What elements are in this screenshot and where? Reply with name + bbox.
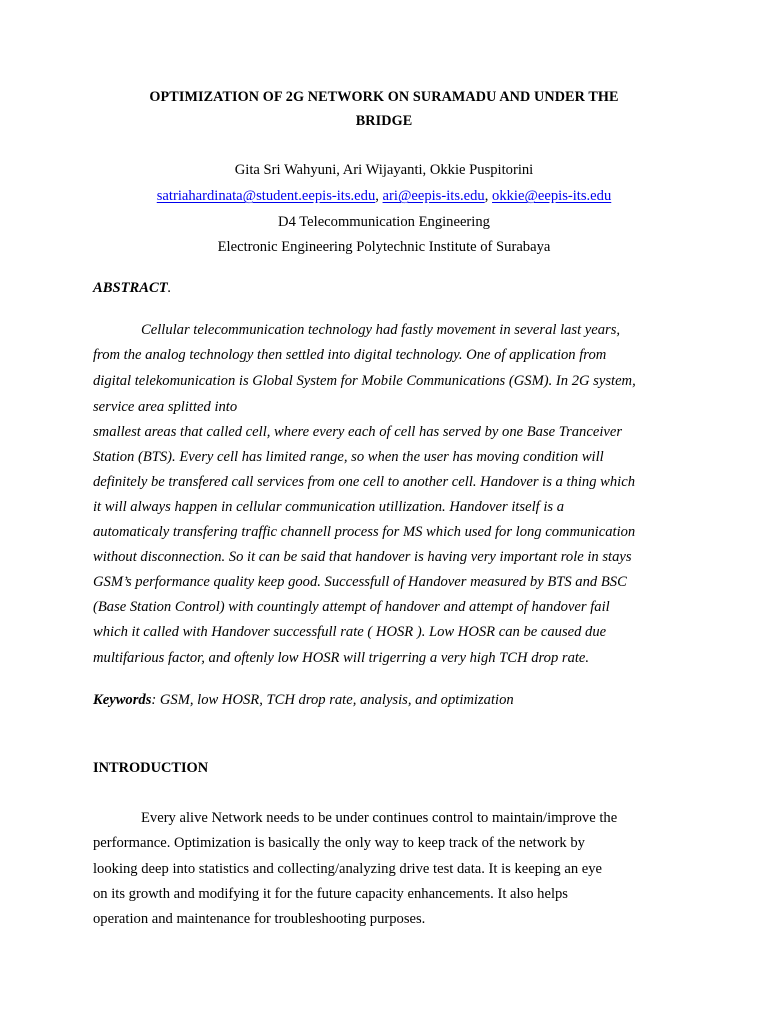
abstract-line: it will always happen in cellular communication utillization. Handover itself is a <box>93 499 565 515</box>
abstract-line: from the analog technology then settled into digital technology. One of application from <box>93 347 607 363</box>
email-separator: , <box>375 188 383 204</box>
abstract-line: Cellular telecommunication technology had fastly movement in several last years, <box>141 322 621 338</box>
department: D4 Telecommunication Engineering <box>278 214 490 230</box>
abstract-line: multifarious factor, and oftenly low HOSR will trigerring a very high TCH drop rate. <box>93 650 590 666</box>
introduction-line: operation and maintenance for troubleshooting purposes. <box>93 911 426 927</box>
keywords <box>93 690 514 710</box>
introduction-heading: INTRODUCTION <box>93 760 209 776</box>
introduction-line: performance. Optimization is basically the only way to keep track of the network by <box>93 835 585 851</box>
institution: Electronic Engineering Polytechnic Institute of Surabaya <box>217 239 551 255</box>
author-emails <box>60 186 708 206</box>
keywords-text: : GSM, low HOSR, TCH drop rate, analysis, and optimization <box>151 692 514 708</box>
paper-title-line-1: OPTIMIZATION OF 2G NETWORK ON SURAMADU AND UNDER THE <box>149 89 619 105</box>
abstract-line: service area splitted into <box>93 399 238 415</box>
author-list: Gita Sri Wahyuni, Ari Wijayanti, Okkie Puspitorini <box>234 162 534 178</box>
email-link-2[interactable]: ari@eepis-its.edu <box>382 188 485 204</box>
abstract-line: definitely be transfered call services from one cell to another cell. Handover is a thing which <box>93 474 636 490</box>
abstract-heading-suffix: . <box>167 280 172 296</box>
abstract-line: digital telekomunication is Global System for Mobile Communications (GSM). In 2G system, <box>93 373 636 389</box>
email-separator: , <box>484 188 493 204</box>
abstract-line: (Base Station Control) with countingly attempt of handover and attempt of handover fail <box>93 599 610 615</box>
abstract-line: automaticaly transfering traffic channell process for MS which used for long communication <box>93 524 636 540</box>
introduction-line: looking deep into statistics and collecting/analyzing drive test data. It is keeping an eye <box>93 861 603 877</box>
abstract-heading-label: ABSTRACT <box>93 280 168 296</box>
abstract-line: Station (BTS). Every cell has limited range, so when the user has moving condition will <box>93 449 604 465</box>
introduction-line: on its growth and modifying it for the future capacity enhancements. It also helps <box>93 886 568 902</box>
abstract-line: which it called with Handover successfull rate ( HOSR ). Low HOSR can be caused due <box>93 624 607 640</box>
abstract-line: without disconnection. So it can be said that handover is having very important role in stays <box>93 549 632 565</box>
keywords-label: Keywords <box>93 692 152 708</box>
paper-title-line-2: BRIDGE <box>355 113 413 129</box>
email-link-1[interactable]: satriahardinata@student.eepis-its.edu <box>156 188 376 204</box>
abstract-heading <box>93 278 171 298</box>
introduction-line: Every alive Network needs to be under continues control to maintain/improve the <box>141 810 618 826</box>
email-link-3[interactable]: okkie@eepis-its.edu <box>492 188 612 204</box>
abstract-line: GSM’s performance quality keep good. Successfull of Handover measured by BTS and BSC <box>93 574 627 590</box>
abstract-line: smallest areas that called cell, where every each of cell has served by one Base Tranceiver <box>93 424 623 440</box>
